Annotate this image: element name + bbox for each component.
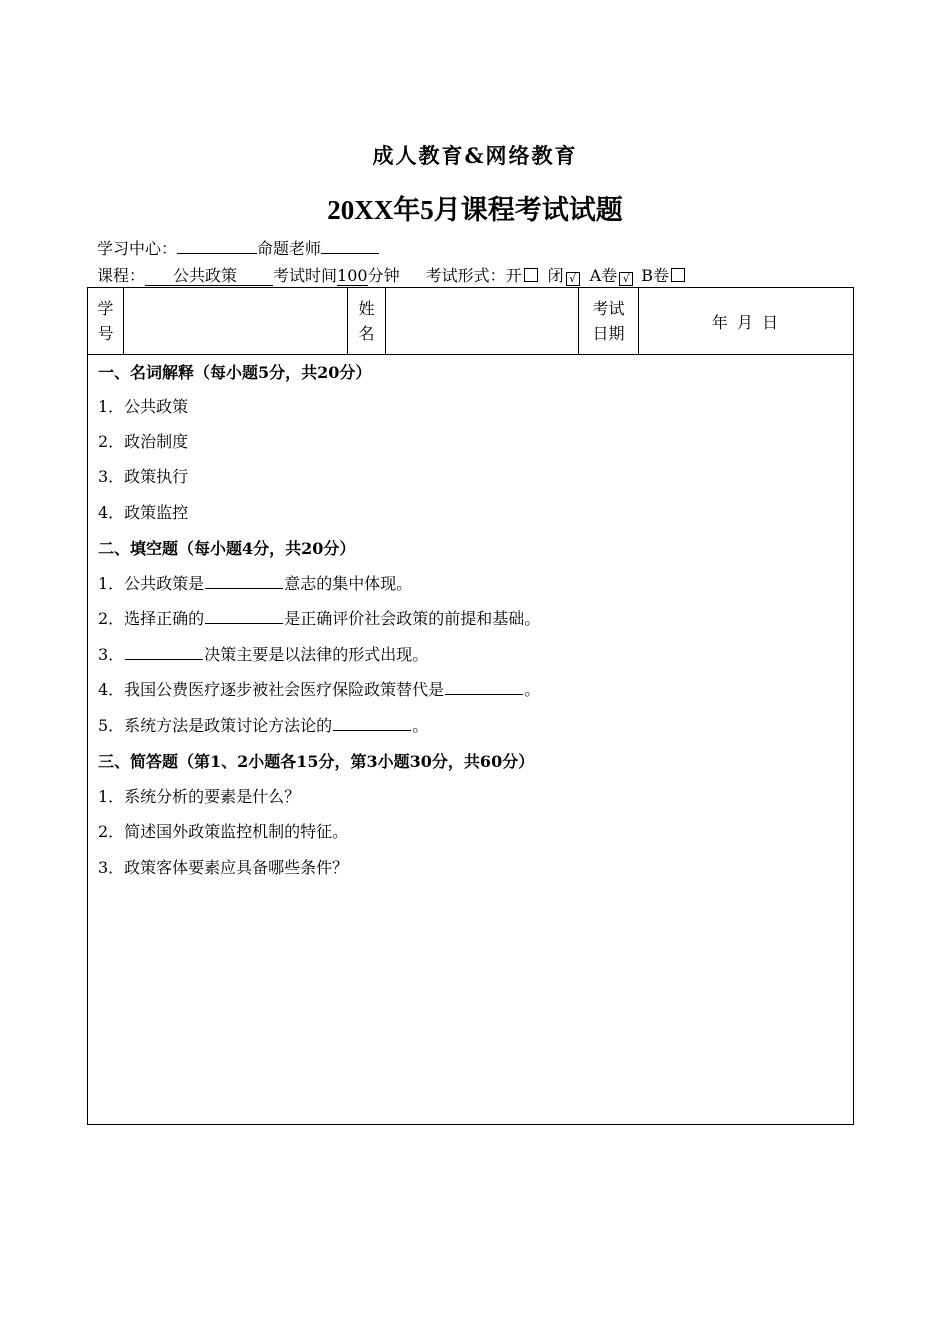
answer-blank[interactable] bbox=[125, 644, 203, 660]
center-blank[interactable] bbox=[177, 236, 257, 254]
question-text: 4．我国公费医疗逐步被社会医疗保险政策替代是 bbox=[98, 680, 445, 699]
closed-label: 闭 bbox=[547, 266, 564, 285]
name-label-1: 姓 bbox=[358, 299, 375, 318]
exam-title: 20XX年5月课程考试试题 bbox=[327, 195, 623, 225]
exam-date-value: 年 月 日 bbox=[711, 313, 781, 332]
question-text: 决策主要是以法律的形式出现。 bbox=[204, 645, 429, 664]
teacher-label: 命题老师 bbox=[257, 239, 322, 258]
exam-date-field[interactable] bbox=[639, 288, 853, 354]
question-item: 3．政策客体要素应具备哪些条件？ bbox=[98, 858, 349, 877]
org-title: 成人教育&网络教育 bbox=[372, 143, 578, 168]
section-title-definitions: 一、名词解释（每小题5分，共20分） bbox=[98, 363, 372, 382]
question-item: 1．公共政策 bbox=[98, 397, 189, 416]
answer-sheet bbox=[87, 287, 854, 1125]
question-item: 4．政策监控 bbox=[98, 503, 189, 522]
paper-b-checkbox[interactable] bbox=[671, 268, 685, 282]
duration-unit: 分钟 bbox=[367, 266, 400, 285]
question-item bbox=[98, 571, 412, 594]
student-id-label-2: 号 bbox=[97, 324, 114, 343]
duration-label: 考试时间 bbox=[273, 266, 338, 285]
student-id-field[interactable] bbox=[124, 288, 348, 354]
section-title-short-answer: 三、简答题（第1、2小题各15分，第3小题30分，共60分） bbox=[98, 752, 535, 771]
name-field[interactable] bbox=[386, 288, 579, 354]
paper-a-label: A卷 bbox=[589, 266, 618, 285]
answer-blank[interactable] bbox=[205, 608, 283, 624]
question-text: 。 bbox=[412, 716, 429, 735]
question-item bbox=[98, 606, 540, 629]
answer-blank[interactable] bbox=[205, 573, 283, 589]
question-item bbox=[98, 713, 428, 736]
student-id-label-cell bbox=[88, 288, 124, 354]
exam-date-label-cell bbox=[579, 288, 639, 354]
question-text: 5．系统方法是政策讨论方法论的 bbox=[98, 716, 333, 735]
question-text: 3． bbox=[98, 645, 125, 664]
meta-line-center bbox=[97, 236, 379, 259]
question-text: 。 bbox=[524, 680, 541, 699]
name-label-2: 名 bbox=[358, 324, 375, 343]
course-name: 公共政策 bbox=[145, 266, 273, 286]
exam-date-label-2: 日期 bbox=[592, 324, 625, 343]
paper-b-label: B卷 bbox=[641, 266, 669, 285]
info-row bbox=[88, 288, 853, 355]
exam-date-label-1: 考试 bbox=[592, 299, 625, 318]
question-item: 1．系统分析的要素是什么？ bbox=[98, 787, 301, 806]
meta-line-course bbox=[97, 263, 687, 286]
question-text: 意志的集中体现。 bbox=[284, 574, 413, 593]
question-item bbox=[98, 642, 428, 665]
question-item bbox=[98, 677, 540, 700]
question-item: 2．政治制度 bbox=[98, 432, 189, 451]
question-text: 是正确评价社会政策的前提和基础。 bbox=[284, 609, 541, 628]
answer-blank[interactable] bbox=[445, 679, 523, 695]
student-id-label-1: 学 bbox=[97, 299, 114, 318]
teacher-blank[interactable] bbox=[321, 236, 379, 254]
open-checkbox[interactable] bbox=[524, 268, 538, 282]
question-text: 2．选择正确的 bbox=[98, 609, 205, 628]
closed-checkbox[interactable]: √ bbox=[566, 272, 580, 286]
duration-value: 100 bbox=[337, 266, 368, 285]
form-label: 考试形式： bbox=[425, 266, 506, 285]
question-item: 3．政策执行 bbox=[98, 467, 189, 486]
paper-a-checkbox[interactable]: √ bbox=[619, 272, 633, 286]
section-title-fill-blank: 二、填空题（每小题4分，共20分） bbox=[98, 539, 356, 558]
question-item: 2．简述国外政策监控机制的特征。 bbox=[98, 822, 349, 841]
answer-blank[interactable] bbox=[333, 715, 411, 731]
center-label: 学习中心： bbox=[97, 239, 178, 258]
question-text: 1．公共政策是 bbox=[98, 574, 205, 593]
course-label: 课程： bbox=[97, 266, 146, 285]
name-label-cell bbox=[348, 288, 386, 354]
open-label: 开 bbox=[505, 266, 522, 285]
